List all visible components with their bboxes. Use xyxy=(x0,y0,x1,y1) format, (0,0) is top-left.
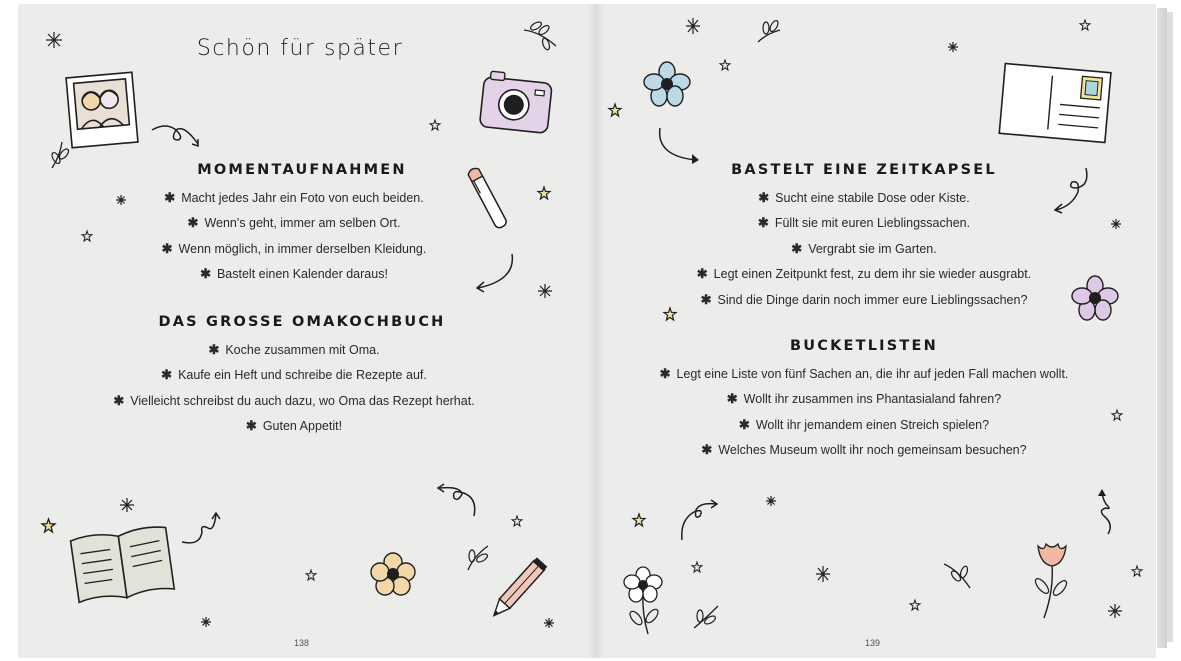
list-item: ✱ Sind die Dinge darin noch immer eure Lieblingssachen? xyxy=(700,292,1028,307)
list-item: ✱ Wenn möglich, in immer derselben Kleidung. xyxy=(161,241,427,256)
polaroid-icon xyxy=(64,70,140,150)
postcard-icon xyxy=(998,62,1112,146)
page-number: 139 xyxy=(865,638,881,648)
star-icon xyxy=(306,570,316,580)
bullet-icon: ✱ xyxy=(696,266,708,281)
sparkle-icon xyxy=(538,284,552,298)
bullet-icon: ✱ xyxy=(161,241,173,256)
sparkle-icon xyxy=(1108,604,1122,618)
list-item: ✱ Guten Appetit! xyxy=(245,418,343,433)
bullet-icon: ✱ xyxy=(164,190,176,205)
list-item: ✱ Wollt ihr jemandem einen Streich spielen? xyxy=(738,417,990,432)
page-edge-shadow xyxy=(1157,8,1167,648)
bullet-icon: ✱ xyxy=(757,215,769,230)
bullet-icon: ✱ xyxy=(700,292,712,307)
star-icon xyxy=(609,104,621,116)
sparkle-icon xyxy=(686,18,700,34)
leaf-icon xyxy=(942,560,974,590)
bullet-icon: ✱ xyxy=(701,442,713,457)
bullet-icon: ✱ xyxy=(200,266,211,281)
sparkle-icon xyxy=(120,498,134,512)
star-icon xyxy=(692,562,702,572)
sparkle-icon xyxy=(544,618,554,628)
leaf-icon xyxy=(48,140,72,170)
star-icon xyxy=(910,600,920,610)
bullet-icon: ✱ xyxy=(161,367,173,382)
star-icon xyxy=(1112,410,1122,420)
bullet-icon: ✱ xyxy=(187,215,199,230)
list-item: ✱ Bastelt einen Kalender daraus! xyxy=(200,266,388,281)
list-item: ✱ Vielleicht schreibst du auch dazu, wo Oma das Rezept herhat. xyxy=(113,393,475,408)
bullet-icon: ✱ xyxy=(791,241,803,256)
section-heading-zeitkapsel: BASTELT EINE ZEITKAPSEL xyxy=(731,162,997,178)
page-number: 138 xyxy=(294,638,310,648)
sparkle-icon xyxy=(1111,219,1121,229)
bullet-icon: ✱ xyxy=(758,190,770,205)
section-heading-omakochbuch: DAS GROSSE OMAKOCHBUCH xyxy=(158,314,446,330)
sparkle-icon xyxy=(116,195,126,205)
book-gutter xyxy=(588,4,604,658)
arrow-icon xyxy=(1052,166,1092,214)
leaf-icon xyxy=(756,20,782,44)
arrow-icon xyxy=(472,252,518,294)
flower-icon xyxy=(1030,540,1074,620)
page-title: Schön für später xyxy=(196,36,404,61)
pen-icon xyxy=(466,164,512,238)
bullet-icon: ✱ xyxy=(113,393,125,408)
bullet-icon: ✱ xyxy=(659,366,671,381)
list-item: ✱ Wollt ihr zusammen ins Phantasialand fahren? xyxy=(726,391,1002,406)
sparkle-icon xyxy=(816,566,830,582)
list-item: ✱ Vergrabt sie im Garten. xyxy=(791,241,937,256)
list-item: ✱ Macht jedes Jahr ein Foto von euch beiden. xyxy=(164,190,424,205)
star-icon xyxy=(720,60,730,70)
pencil-icon xyxy=(486,558,546,624)
star-icon xyxy=(1132,566,1142,576)
arrow-icon xyxy=(180,510,224,546)
flower-icon xyxy=(1072,276,1118,320)
arrow-icon xyxy=(434,484,478,518)
camera-icon xyxy=(478,70,554,136)
arrow-icon xyxy=(1094,488,1116,536)
section-heading-momentaufnahmen: MOMENTAUFNAHMEN xyxy=(197,162,407,178)
star-icon xyxy=(82,231,92,241)
list-item: ✱ Welches Museum wollt ihr noch gemeinsam besuchen? xyxy=(701,442,1027,457)
arrow-icon xyxy=(678,498,720,542)
star-icon xyxy=(538,187,550,199)
sparkle-icon xyxy=(46,32,62,48)
star-icon xyxy=(664,308,676,320)
bullet-icon: ✱ xyxy=(208,342,220,357)
leaf-icon xyxy=(690,600,722,630)
bullet-icon: ✱ xyxy=(245,418,257,433)
section-heading-bucketlisten: BUCKETLISTEN xyxy=(790,338,938,354)
list-item: ✱ Legt einen Zeitpunkt fest, zu dem ihr sie wieder ausgrabt. xyxy=(696,266,1032,281)
bullet-icon: ✱ xyxy=(726,391,738,406)
list-item: ✱ Füllt sie mit euren Lieblingssachen. xyxy=(757,215,971,230)
list-item: ✱ Koche zusammen mit Oma. xyxy=(208,342,380,357)
arrow-icon xyxy=(150,122,204,152)
sparkle-icon xyxy=(766,496,776,506)
flower-icon xyxy=(644,62,690,106)
page-edge xyxy=(1167,12,1173,642)
star-icon xyxy=(430,120,440,130)
flower-icon xyxy=(370,552,416,596)
arrow-icon xyxy=(654,126,702,166)
bullet-icon: ✱ xyxy=(738,417,750,432)
list-item: ✱ Kaufe ein Heft und schreibe die Rezepte auf. xyxy=(161,367,427,382)
star-icon xyxy=(512,516,522,526)
list-item: ✱ Wenn's geht, immer am selben Ort. xyxy=(187,215,401,230)
star-icon xyxy=(633,514,645,526)
sparkle-icon xyxy=(201,617,211,627)
list-item: ✱ Legt eine Liste von fünf Sachen an, die ihr auf jeden Fall machen wollt. xyxy=(659,366,1069,381)
sparkle-icon xyxy=(948,42,958,52)
list-item: ✱ Sucht eine stabile Dose oder Kiste. xyxy=(758,190,970,205)
flower-icon xyxy=(620,566,666,636)
leaf-icon xyxy=(522,22,558,50)
book-icon xyxy=(70,520,174,604)
star-icon xyxy=(1080,20,1090,30)
star-icon xyxy=(42,519,55,532)
